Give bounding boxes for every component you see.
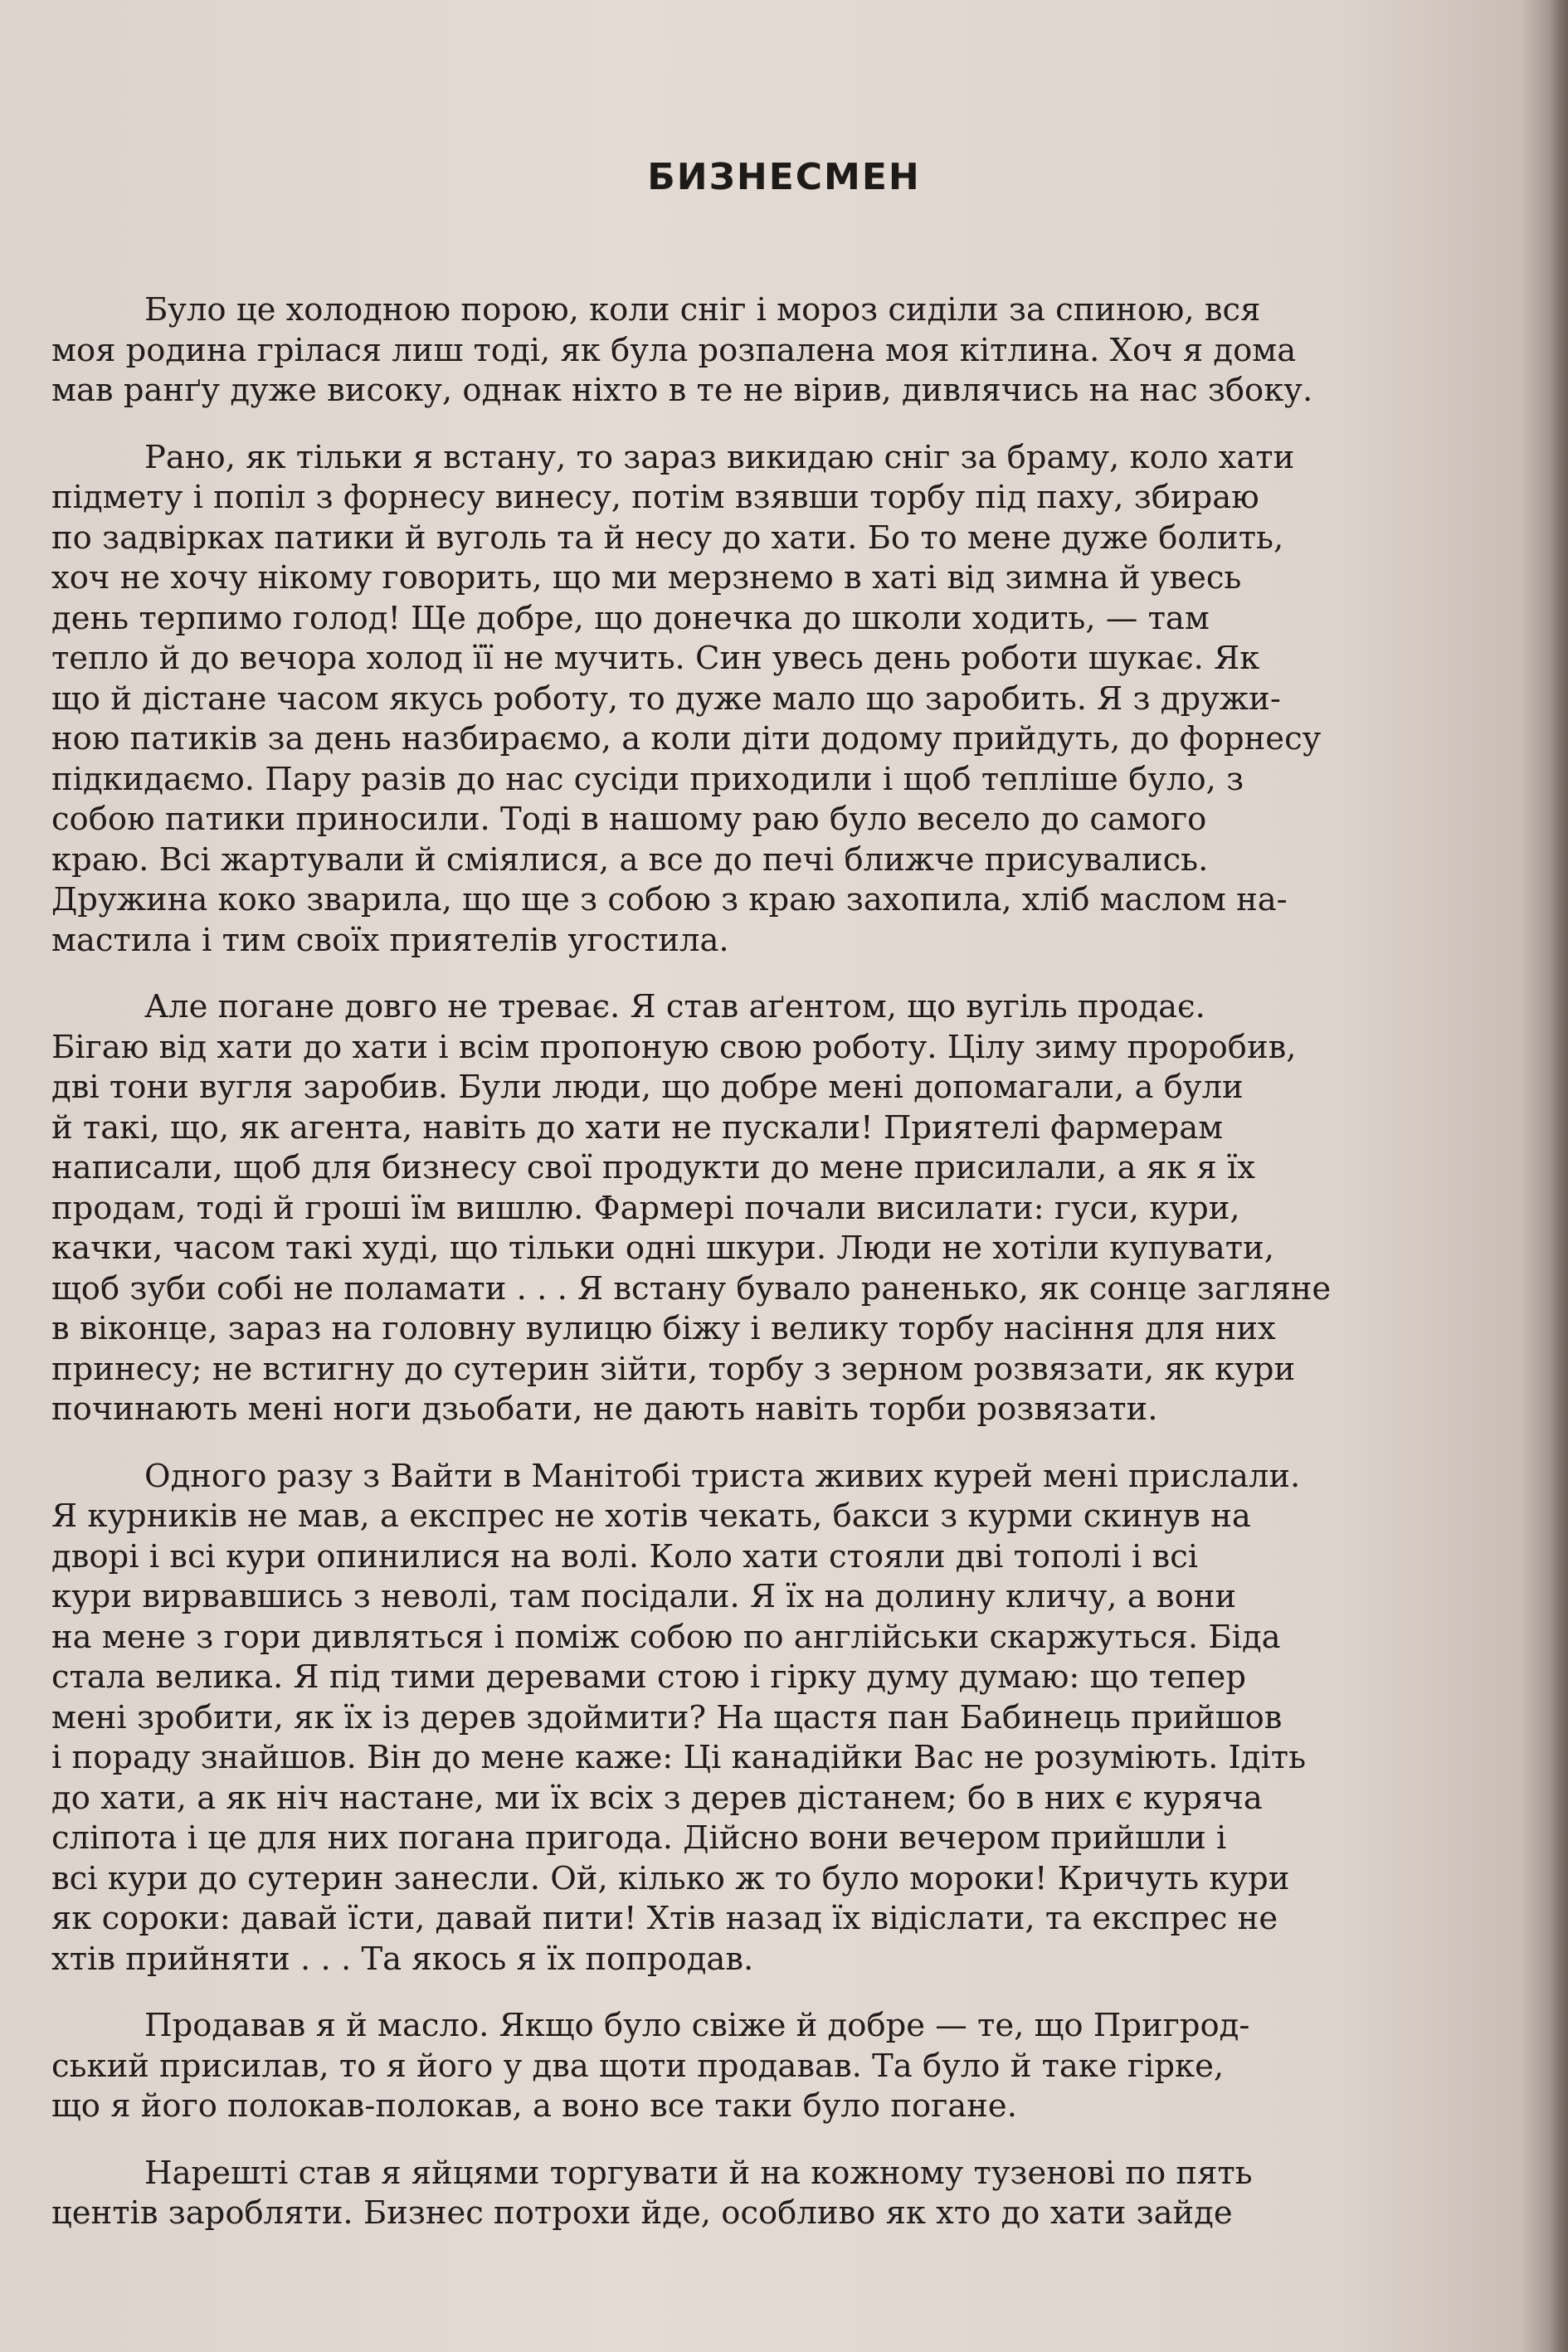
text-line: сліпота і це для них погана пригода. Дійсно вони вечером прийшли і (51, 1819, 1227, 1857)
text-line: Було це холодною порою, коли сніг і мороз сиділи за спиною, вся (144, 291, 1261, 329)
paragraph (51, 290, 1545, 411)
text-line: ський присилав, то я його у два щоти продавав. Та було й таке гірке, (51, 2047, 1225, 2085)
text-line: продам, тоді й гроші їм вишлю. Фармері почали висилати: гуси, кури, (51, 1189, 1240, 1227)
text-line: дворі і всі кури опинилися на волі. Коло хати стояли дві тополі і всі (51, 1537, 1199, 1575)
text-line: кури вирвавшись з неволі, там посідали. Я їх на долину кличу, а вони (51, 1578, 1237, 1615)
text-line: краю. Всі жартували й сміялися, а все до печі ближче присувались. (51, 840, 1209, 879)
text-line: і пораду знайшов. Він до мене каже: Ці канадійки Вас не розуміють. Ідіть (51, 1739, 1307, 1776)
text-line: Я курників не мав, а експрес не хотів чекать, бакси з курми скинув на (51, 1497, 1251, 1535)
page-edge-shadow (1550, 0, 1568, 2352)
text-line: центів заробляти. Бизнес потрохи йде, особливо як хто до хати зайде (51, 2194, 1233, 2232)
paragraph (51, 1457, 1545, 1980)
text-line: в віконце, зараз на головну вулицю біжу і велику торбу насіння для них (51, 1310, 1276, 1347)
text-line: дві тони вугля заробив. Були люди, що добре мені допомагали, а були (51, 1069, 1244, 1106)
paragraph (51, 2006, 1545, 2127)
text-line: мені зробити, як їх із дерев здоймити? На щастя пан Бабинець прийшов (51, 1698, 1283, 1736)
text-line: починають мені ноги дзьобати, не дають навіть торби розвязати. (51, 1390, 1158, 1428)
text-line: мастила і тим своїх приятелів угостила. (51, 921, 729, 959)
text-line: як сороки: давай їсти, давай пити! Хтів назад їх відіслати, та експрес не (51, 1900, 1278, 1937)
text-line: стала велика. Я під тими деревами стою і гірку думу думаю: що тепер (51, 1658, 1246, 1696)
text-line: щоб зуби собі не поламати . . . Я встану бувало раненько, як сонце загляне (51, 1269, 1332, 1307)
text-line: ною патиків за день назбираємо, а коли діти додому прийдуть, до форнесу (51, 720, 1322, 757)
paragraph (51, 438, 1545, 962)
text-line: написали, щоб для бизнесу свої продукти до мене присилали, а як я їх (51, 1149, 1255, 1186)
body-text (51, 290, 1545, 2261)
text-line: Бігаю від хати до хати і всім пропоную свою роботу. Цілу зиму проробив, (51, 1028, 1297, 1066)
paragraph (51, 987, 1545, 1430)
text-line: мав ранґу дуже високу, однак ніхто в те не вірив, дивлячись на нас збоку. (51, 372, 1313, 409)
text-line: по задвірках патики й вуголь та й несу до хати. Бо то мене дуже болить, (51, 519, 1284, 557)
text-line: Нарешті став я яйцями торгувати й на кожному тузенові по пять (144, 2154, 1253, 2192)
text-line: собою патики приносили. Тоді в нашому раю було весело до самого (51, 801, 1207, 838)
text-line: Дружина коко зварила, що ще з собою з краю захопила, хліб маслом на- (51, 881, 1288, 918)
text-line: Одного разу з Вайти в Манітобі триста живих курей мені прислали. (144, 1457, 1301, 1495)
text-line: хоч не хочу нікому говорить, що ми мерзнемо в хаті від зимна й увесь (51, 559, 1242, 597)
text-line: й такі, що, як агента, навіть до хати не пускали! Приятелі фармерам (51, 1108, 1224, 1147)
text-line: що й дістане часом якусь роботу, то дуже мало що заробить. Я з дружи- (51, 679, 1281, 718)
text-line: Продавав я й масло. Якщо було свіже й добре — те, що Пригрод- (144, 2007, 1250, 2044)
text-line: моя родина грілася лиш тоді, як була розпалена моя кітлина. Хоч я дома (51, 331, 1297, 369)
text-line: що я його полокав-полокав, а воно все таки було погане. (51, 2087, 1017, 2125)
text-line: всі кури до сутерин занесли. Ой, кілько ж то було мороки! Кричуть кури (51, 1859, 1290, 1897)
chapter-title: БИЗНЕСМЕН (647, 156, 921, 198)
text-line: принесу; не встигну до сутерин зійти, торбу з зерном розвязати, як кури (51, 1350, 1296, 1388)
paragraph (51, 2154, 1545, 2234)
text-line: підмету і попіл з форнесу винесу, потім взявши торбу під паху, збираю (51, 479, 1259, 516)
text-line: хтів прийняти . . . Та якось я їх попродав. (51, 1940, 754, 1978)
text-line: день терпимо голод! Ще добре, що донечка до школи ходить, — там (51, 599, 1210, 637)
text-line: тепло й до вечора холод її не мучить. Син увесь день роботи шукає. Як (51, 640, 1260, 677)
text-line: Рано, як тільки я встану, то зараз викидаю сніг за браму, коло хати (144, 438, 1295, 476)
text-line: на мене з гори дивляться і поміж собою по англійськи скаржуться. Біда (51, 1618, 1281, 1656)
text-line: до хати, а як ніч настане, ми їх всіх з дерев дістанем; бо в них є куряча (51, 1779, 1263, 1817)
text-line: Але погане довго не треває. Я став аґентом, що вугіль продає. (144, 988, 1205, 1025)
text-line: качки, часом такі худі, що тільки одні шкури. Люди не хотіли купувати, (51, 1230, 1274, 1267)
text-line: підкидаємо. Пару разів до нас сусіди приходили і щоб тепліше було, з (51, 760, 1244, 798)
